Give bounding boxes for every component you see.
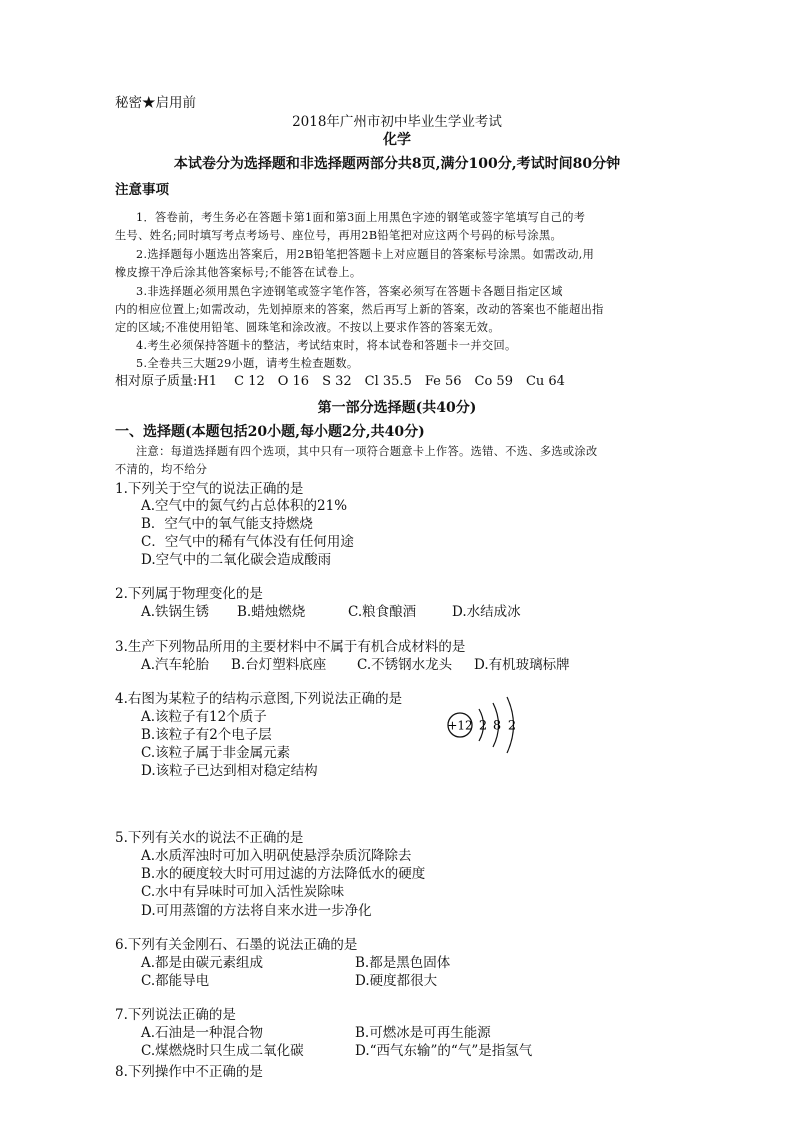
q7-option-d: D.“西气东输”的“气”是指氢气 xyxy=(355,1043,533,1059)
q3-option-d: D.有机玻璃标牌 xyxy=(474,657,570,673)
q3-option-c: C.不锈钢水龙头 xyxy=(357,657,453,673)
q4-stem: 4.右图为某粒子的结构示意图,下列说法正确的是 xyxy=(115,691,403,707)
secret-label: 秘密★启用前 xyxy=(115,95,196,111)
notice-item-2-cont: 橡皮擦干净后涂其他答案标号;不能答在试卷上。 xyxy=(115,266,362,279)
notice-title: 注意事项 xyxy=(115,182,169,198)
q4-option-d: D.该粒子已达到相对稳定结构 xyxy=(141,763,318,779)
q7-option-c: C.煤燃烧时只生成二氧化碳 xyxy=(141,1043,304,1059)
section-title: 一、选择题(本题包括20小题,每小题2分,共40分) xyxy=(115,424,425,440)
q5-option-b: B.水的硬度较大时可用过滤的方法降低水的硬度 xyxy=(141,866,426,882)
q1-option-c: C．空气中的稀有气体没有任何用途 xyxy=(141,534,354,550)
q5-option-d: D.可用蒸馏的方法将自来水进一步净化 xyxy=(141,903,372,919)
q4-option-a: A.该粒子有12个质子 xyxy=(141,709,267,725)
q4-option-b: B.该粒子有2个电子层 xyxy=(141,727,272,743)
q7-option-a: A.石油是一种混合物 xyxy=(141,1025,264,1041)
notice-item-2: 2.选择题每小题选出答案后，用2B铅笔把答题卡上对应题目的答案标号涂黑。如需改动,用 xyxy=(136,248,595,261)
shell-2-electrons: 8 xyxy=(492,718,502,734)
atomic-masses: 相对原子质量:H1 C 12 O 16 S 32 Cl 35.5 Fe 56 Co 59 Cu 64 xyxy=(115,374,565,389)
q1-option-b: B．空气中的氧气能支持燃烧 xyxy=(141,516,313,532)
notice-item-1: 1．答卷前，考生务必在答题卡第1面和第3面上用黑色字迹的钢笔或签字笔填写自己的考 xyxy=(136,211,586,224)
notice-item-3-cont1: 内的相应位置上;如需改动，先划掉原来的答案，然后再写上新的答案，改动的答案也不能超出指 xyxy=(115,303,604,316)
q6-option-b: B.都是黑色固体 xyxy=(355,955,451,971)
q2-option-b: B.蜡烛燃烧 xyxy=(237,604,306,620)
q3-option-a: A.汽车轮胎 xyxy=(141,657,210,673)
part1-title: 第一部分选择题(共40分) xyxy=(317,400,477,416)
q3-stem: 3.生产下列物品所用的主要材料中不属于有机合成材料的是 xyxy=(115,639,466,655)
nucleus-charge: +12 xyxy=(447,718,473,733)
q6-option-a: A.都是由碳元素组成 xyxy=(141,955,264,971)
q6-option-c: C.都能导电 xyxy=(141,973,210,989)
notice-item-3: 3.非选择题必须用黑色字迹钢笔或签字笔作答，答案必须写在答题卡各题目指定区域 xyxy=(136,285,563,298)
q8-stem: 8.下列操作中不正确的是 xyxy=(115,1064,263,1080)
q1-option-a: A.空气中的氮气约占总体积的21% xyxy=(141,498,348,514)
q1-option-d: D.空气中的二氧化碳会造成酸雨 xyxy=(141,552,332,568)
q2-option-c: C.粮食酿酒 xyxy=(348,604,417,620)
notice-item-3-cont2: 定的区域;不准使用铅笔、圆珠笔和涂改液。不按以上要求作答的答案无效。 xyxy=(115,321,500,334)
q2-option-a: A.铁锅生锈 xyxy=(141,604,210,620)
shell-3-electrons: 2 xyxy=(507,718,517,734)
exam-summary: 本试卷分为选择题和非选择题两部分共8页,满分100分,考试时间80分钟 xyxy=(173,156,621,172)
section-note-cont: 不清的，均不给分 xyxy=(115,463,208,476)
q5-stem: 5.下列有关水的说法不正确的是 xyxy=(115,830,304,846)
notice-item-5: 5.全卷共三大题29小题，请考生检查题数。 xyxy=(136,357,359,370)
q1-stem: 1.下列关于空气的说法正确的是 xyxy=(115,481,304,497)
q5-option-a: A.水质浑浊时可加入明矾使悬浮杂质沉降除去 xyxy=(141,848,412,864)
q5-option-c: C.水中有异味时可加入活性炭除味 xyxy=(141,884,345,900)
q2-option-d: D.水结成冰 xyxy=(452,604,521,620)
atom-structure-diagram xyxy=(446,694,526,756)
q6-option-d: D.硬度都很大 xyxy=(355,973,438,989)
notice-item-4: 4.考生必须保持答题卡的整洁，考试结束时，将本试卷和答题卡一并交回。 xyxy=(136,339,517,352)
notice-item-1-cont: 生号、姓名;同时填写考点考场号、座位号，再用2B铅笔把对应这两个号码的标号涂黑。 xyxy=(115,229,563,242)
q2-stem: 2.下列属于物理变化的是 xyxy=(115,586,263,602)
q7-option-b: B.可燃冰是可再生能源 xyxy=(355,1025,491,1041)
section-note: 注意：每道选择题有四个选项，其中只有一项符合题意卡上作答。选错、不选、多选或涂改 xyxy=(136,445,598,458)
q7-stem: 7.下列说法正确的是 xyxy=(115,1007,236,1023)
shell-1-electrons: 2 xyxy=(478,718,488,734)
exam-title: 2018年广州市初中毕业生学业考试 xyxy=(292,114,502,130)
q6-stem: 6.下列有关金刚石、石墨的说法正确的是 xyxy=(115,937,358,953)
subject-title: 化学 xyxy=(383,132,411,148)
q3-option-b: B.台灯塑料底座 xyxy=(231,657,327,673)
q4-option-c: C.该粒子属于非金属元素 xyxy=(141,745,291,761)
